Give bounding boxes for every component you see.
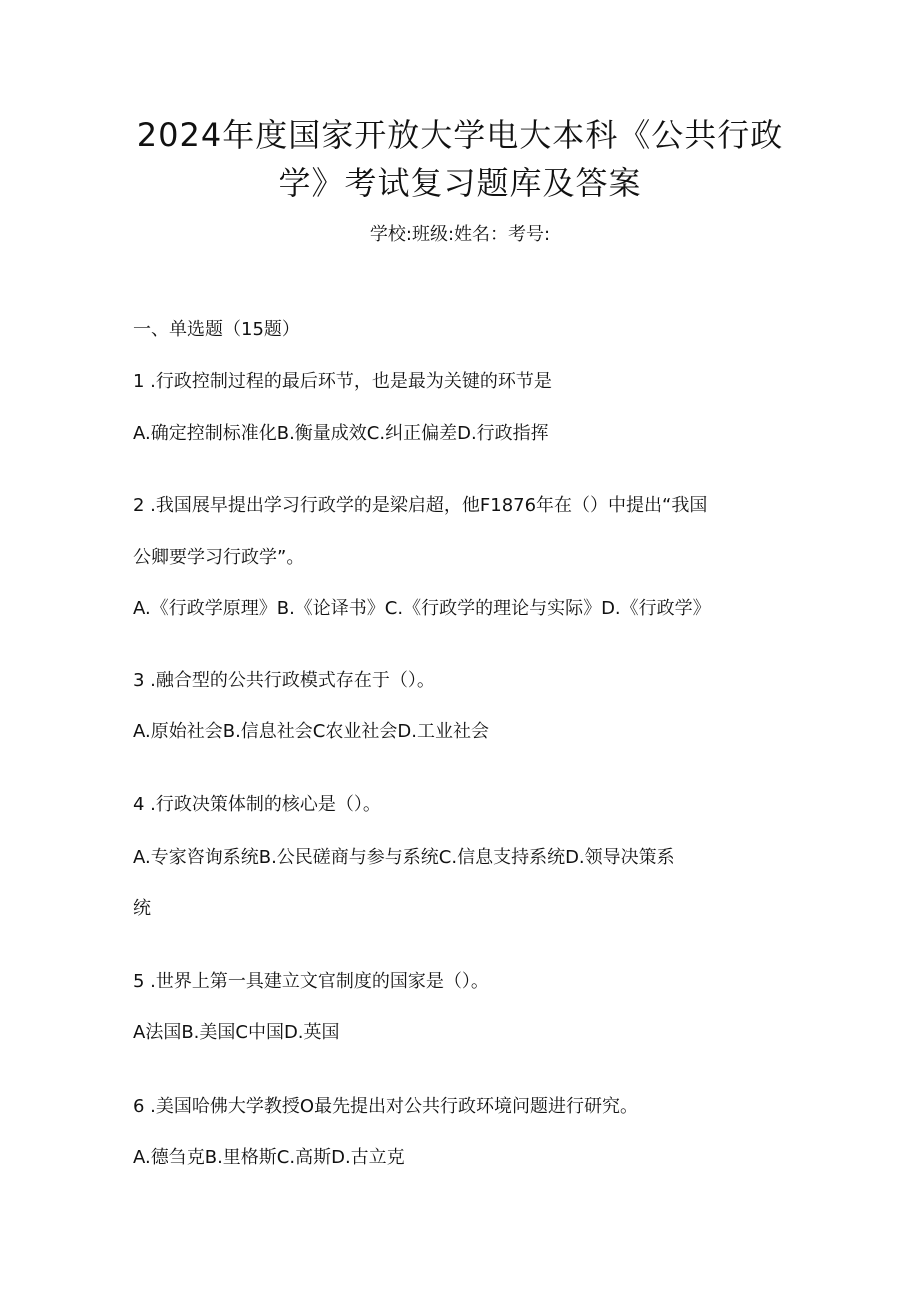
- question-3-options: A.原始社会B.信息社会C农业社会D.工业社会: [133, 721, 489, 742]
- question-4-options-line-2: 统: [133, 898, 151, 919]
- student-info-line: 学校:班级:姓名：考号:: [369, 224, 551, 245]
- question-3-stem: 3 .融合型的公共行政模式存在于（）。: [133, 670, 435, 691]
- question-5-options: A法国B.美国C中国D.英国: [133, 1022, 340, 1043]
- question-4-options-line-1: A.专家咨询系统B.公民磋商与参与系统C.信息支持系统D.领导决策系: [133, 847, 675, 868]
- document-title-line-1: 2024年度国家开放大学电大本科《公共行政: [136, 116, 784, 154]
- question-1-stem: 1 .行政控制过程的最后环节，也是最为关键的环节是: [133, 371, 552, 392]
- question-2-stem-line-2: 公卿要学习行政学”。: [133, 547, 305, 568]
- document-title-line-2: 学》考试复习题库及答案: [278, 164, 642, 202]
- question-5-stem: 5 .世界上第一具建立文官制度的国家是（）。: [133, 971, 489, 992]
- section-heading: 一、单选题（15题）: [133, 319, 300, 340]
- question-6-options: A.德刍克B.里格斯C.高斯D.古立克: [133, 1147, 405, 1168]
- question-6-stem: 6 .美国哈佛大学教授O最先提出对公共行政环境问题进行研究。: [133, 1096, 639, 1117]
- question-2-options: A.《行政学原理》B.《论译书》C.《行政学的理论与实际》D.《行政学》: [133, 598, 711, 619]
- question-1-options: A.确定控制标准化B.衡量成效C.纠正偏差D.行政指挥: [133, 423, 549, 444]
- question-4-stem: 4 .行政决策体制的核心是（）。: [133, 794, 381, 815]
- question-2-stem-line-1: 2 .我国展早提出学习行政学的是梁启超，他F1876年在（）中提出“我国: [133, 495, 708, 516]
